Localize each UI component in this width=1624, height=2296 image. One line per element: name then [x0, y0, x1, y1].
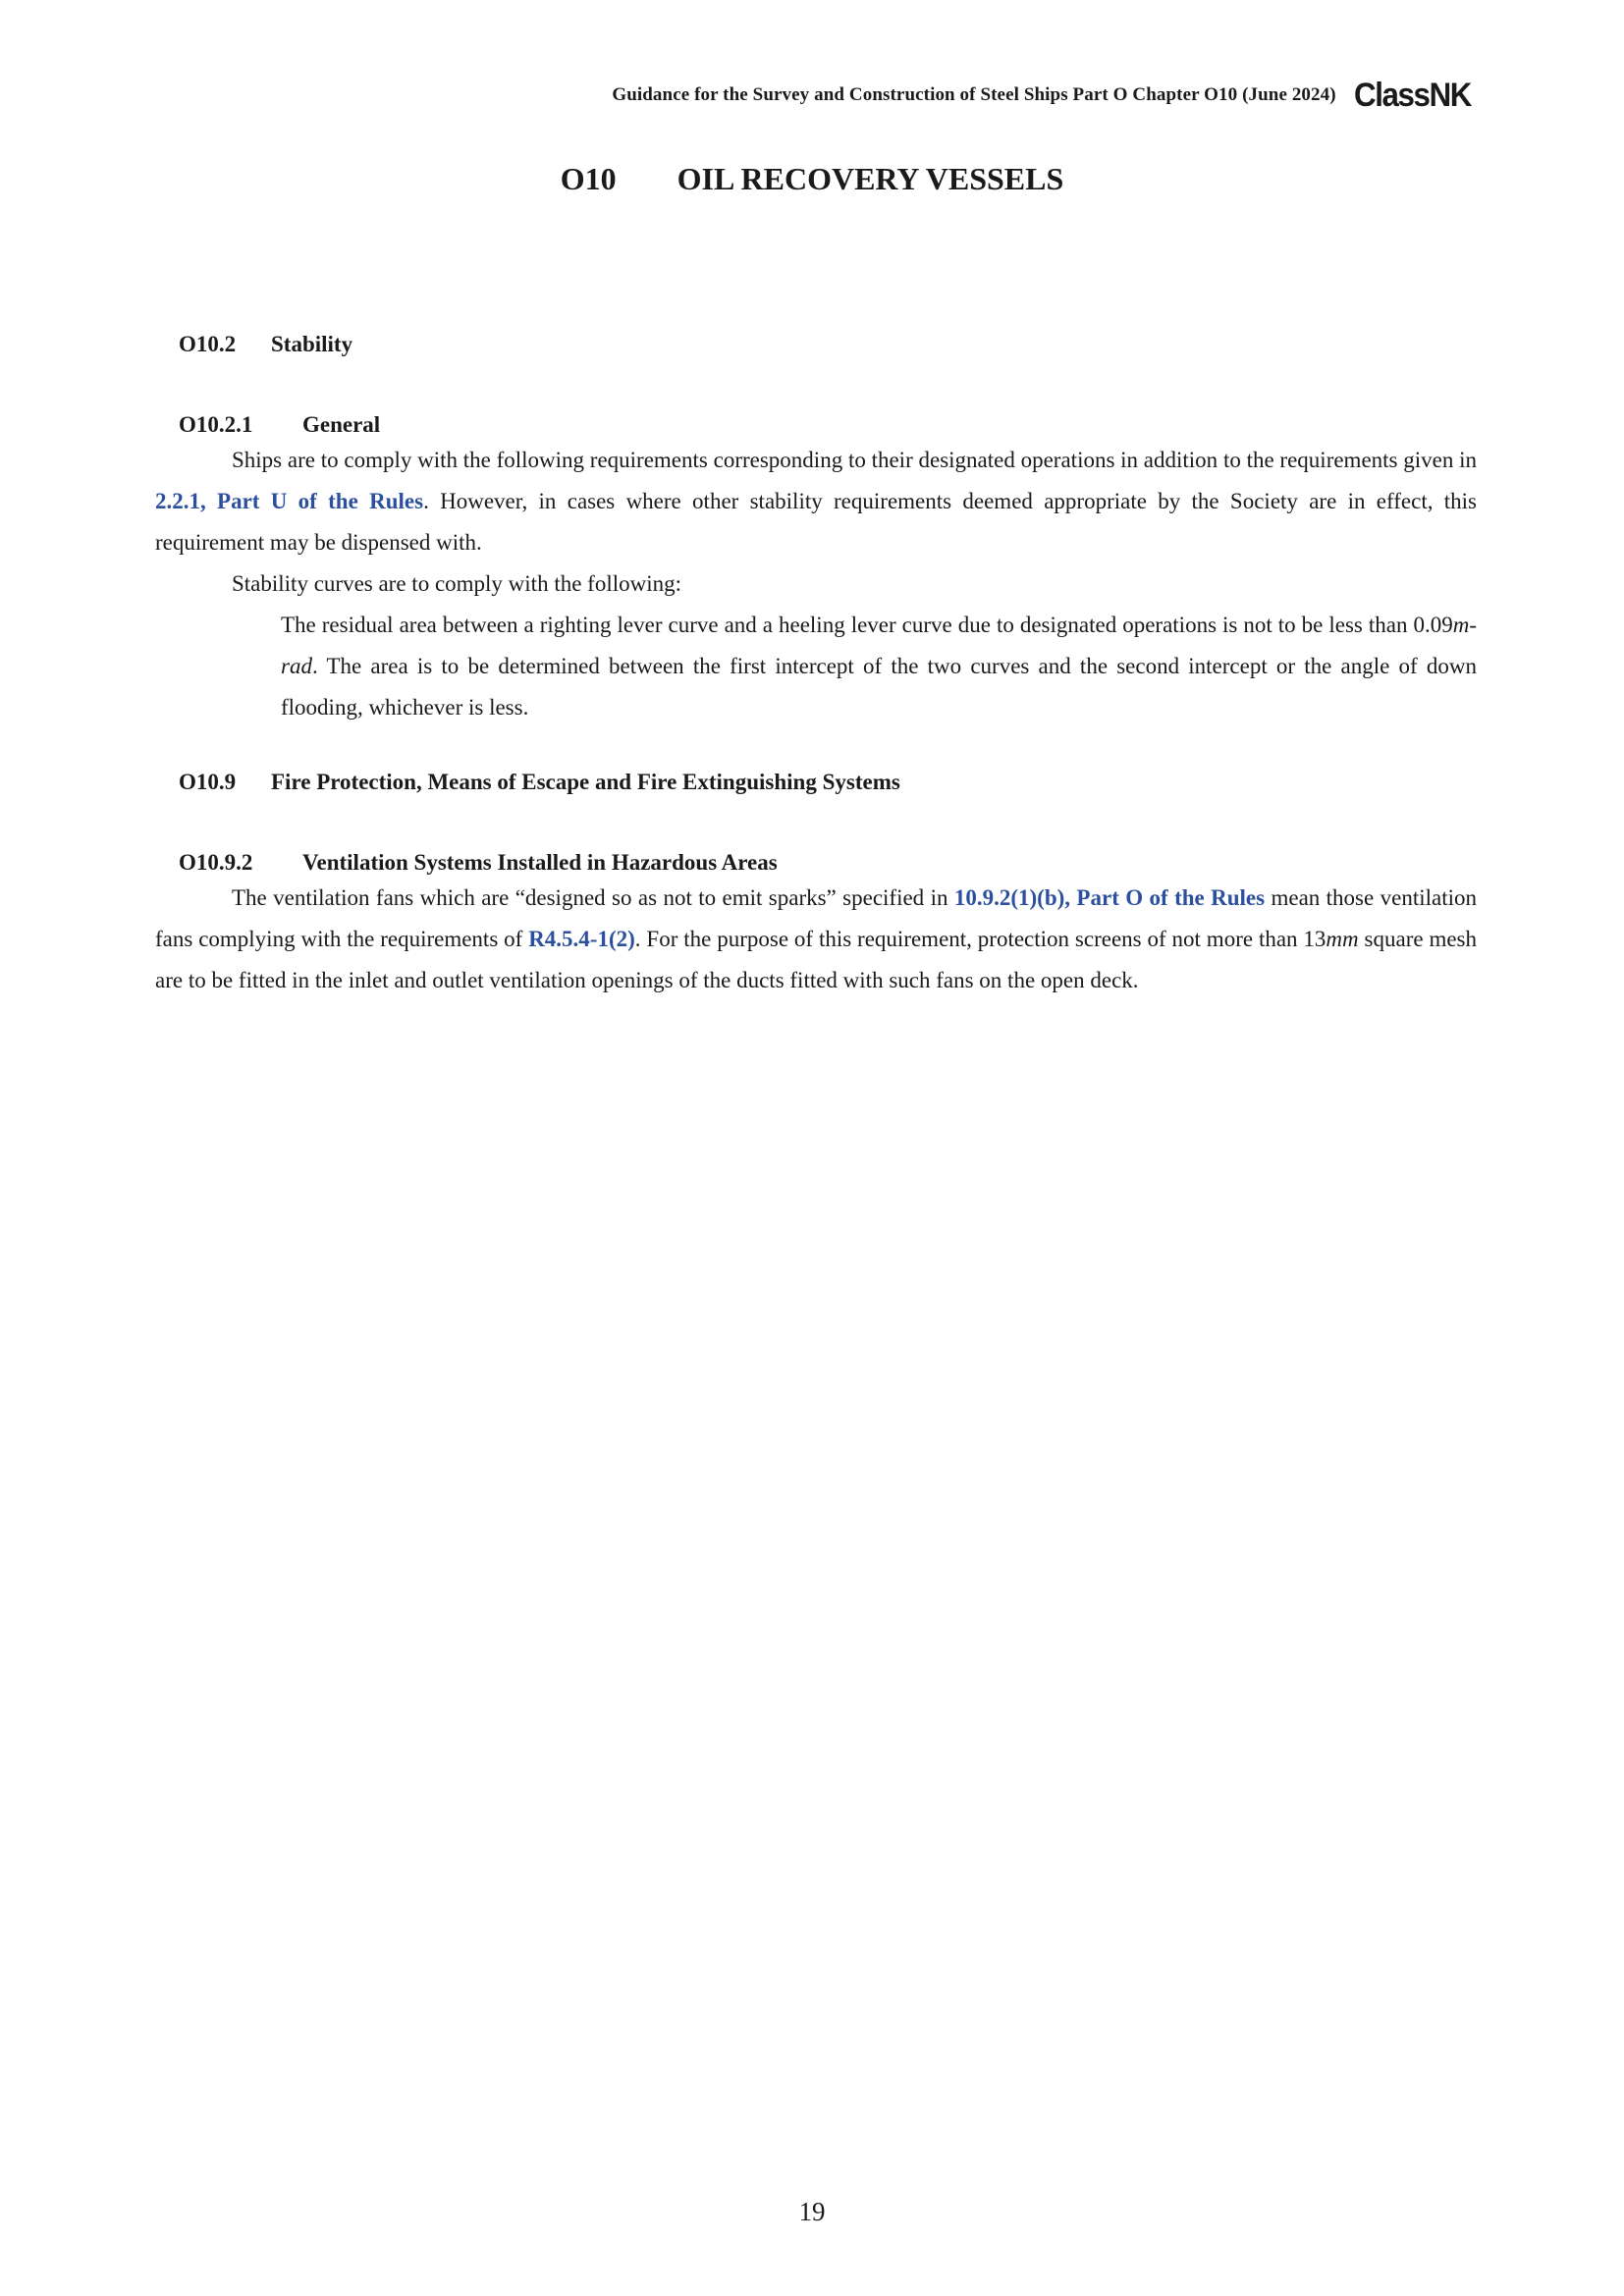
- unit-text: mm: [1326, 927, 1359, 951]
- chapter-title: [0, 161, 1624, 197]
- rule-reference-link[interactable]: 10.9.2(1)(b), Part O of the Rules: [953, 885, 1266, 910]
- text-run: Ships are to comply with the following requirements corresponding to their designated operations in addition to the requirements given in: [232, 448, 1477, 472]
- page-header: [612, 79, 1481, 112]
- unit-text: m-rad: [281, 613, 1477, 678]
- subsection-title: General: [302, 412, 381, 437]
- text-run: . For the purpose of this requirement, protection screens of not more than 13: [634, 927, 1326, 951]
- section-heading-fire-protection: [155, 768, 1477, 797]
- requirement-quote: [281, 605, 1477, 728]
- text-run: square mesh are to be fitted in the inlet and outlet ventilation openings of the ducts fitted with such fans on the open deck.: [155, 927, 1477, 992]
- text-run: . However, in cases where other stability requirements deemed appropriate by the Society are in effect, this requirement may be dispensed with.: [155, 489, 1477, 555]
- section-title: Stability: [271, 332, 353, 356]
- chapter-number: O10: [560, 161, 617, 196]
- main-content: [155, 330, 1477, 1001]
- section-title: Fire Protection, Means of Escape and Fire Extinguishing Systems: [271, 770, 900, 794]
- section-number: O10.2: [179, 332, 237, 356]
- subsection-heading-general: [155, 410, 1477, 440]
- running-header: Guidance for the Survey and Construction of Steel Ships Part O Chapter O10 (June 2024): [612, 84, 1336, 105]
- classnk-logo: ClassNK: [1353, 77, 1471, 114]
- paragraph-ventilation: [155, 878, 1477, 1001]
- subsection-number: O10.2.1: [179, 412, 253, 437]
- text-run: The ventilation fans which are “designed so as not to emit sparks” specified in: [232, 885, 954, 910]
- paragraph-stability-curves: Stability curves are to comply with the following:: [232, 571, 682, 596]
- page-number: 19: [798, 2197, 826, 2226]
- subsection-title: Ventilation Systems Installed in Hazardous Areas: [302, 850, 778, 875]
- rule-reference-link[interactable]: 2.2.1, Part U of the Rules: [155, 489, 424, 513]
- text-run: . The area is to be determined between the first intercept of the two curves and the second intercept or the angle of down flooding, whichever is less.: [281, 654, 1477, 720]
- subsection-number: O10.9.2: [179, 850, 253, 875]
- section-heading-stability: [155, 330, 1477, 359]
- text-run: The residual area between a righting lever curve and a heeling lever curve due to designated operations is not to be less than 0.09: [281, 613, 1453, 637]
- chapter-name: OIL RECOVERY VESSELS: [677, 161, 1064, 196]
- subsection-heading-ventilation: [155, 848, 1477, 878]
- rule-reference-link[interactable]: R4.5.4-1(2): [528, 927, 635, 951]
- section-number: O10.9: [179, 770, 237, 794]
- text-run: mean those ventilation fans complying with the requirements of: [155, 885, 1477, 951]
- paragraph-general: [155, 440, 1477, 563]
